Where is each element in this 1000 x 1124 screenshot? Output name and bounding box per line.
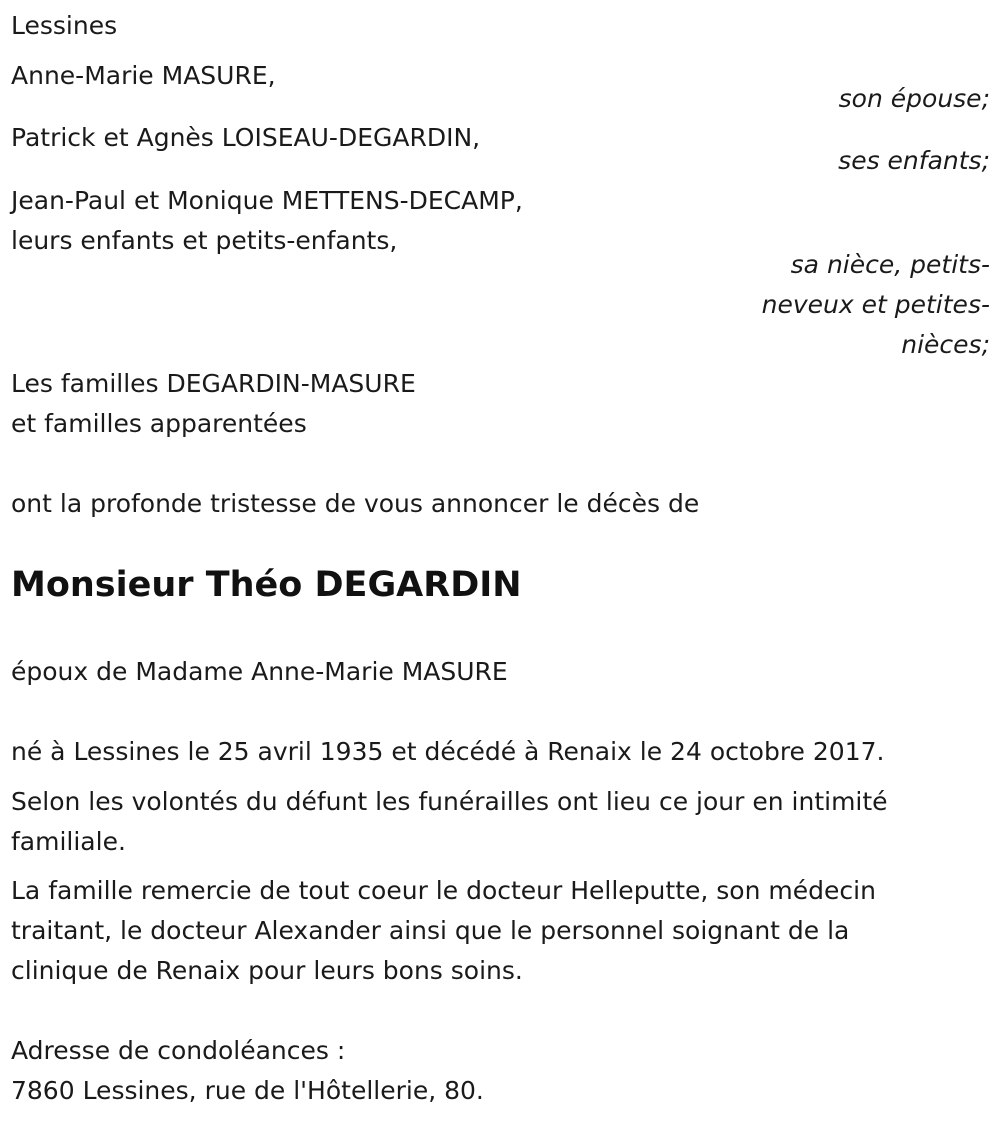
- family-member-relation: neveux et petites-: [761, 290, 990, 319]
- family-member-name-continued: leurs enfants et petits-enfants,: [11, 226, 398, 255]
- family-member-relation: sa nièce, petits-: [790, 250, 990, 279]
- family-member-name: Patrick et Agnès LOISEAU-DEGARDIN,: [11, 123, 481, 152]
- condolences-label: Adresse de condoléances :: [11, 1036, 346, 1065]
- spouse-line: époux de Madame Anne-Marie MASURE: [11, 657, 508, 686]
- deceased-name: Monsieur Théo DEGARDIN: [11, 565, 522, 605]
- families-line: Les familles DEGARDIN-MASURE: [11, 369, 416, 398]
- funeral-text: Selon les volontés du défunt les funérailles ont lieu ce jour en intimité: [11, 787, 888, 816]
- family-member-name: Anne-Marie MASURE,: [11, 61, 276, 90]
- thanks-text: traitant, le docteur Alexander ainsi que le personnel soignant de la: [11, 916, 850, 945]
- thanks-text: La famille remercie de tout coeur le docteur Helleputte, son médecin: [11, 876, 876, 905]
- family-member-relation: son épouse;: [838, 84, 990, 113]
- announcement-text: ont la profonde tristesse de vous annoncer le décès de: [11, 489, 700, 518]
- condolences-address: 7860 Lessines, rue de l'Hôtellerie, 80.: [11, 1076, 484, 1105]
- family-member-relation: ses enfants;: [838, 146, 990, 175]
- birth-death-line: né à Lessines le 25 avril 1935 et décédé à Renaix le 24 octobre 2017.: [11, 737, 885, 766]
- family-member-name: Jean-Paul et Monique METTENS-DECAMP,: [11, 186, 523, 215]
- family-member-relation: nièces;: [901, 330, 990, 359]
- families-line: et familles apparentées: [11, 409, 307, 438]
- thanks-text: clinique de Renaix pour leurs bons soins.: [11, 956, 523, 985]
- place-heading: Lessines: [11, 11, 118, 40]
- funeral-text: familiale.: [11, 827, 126, 856]
